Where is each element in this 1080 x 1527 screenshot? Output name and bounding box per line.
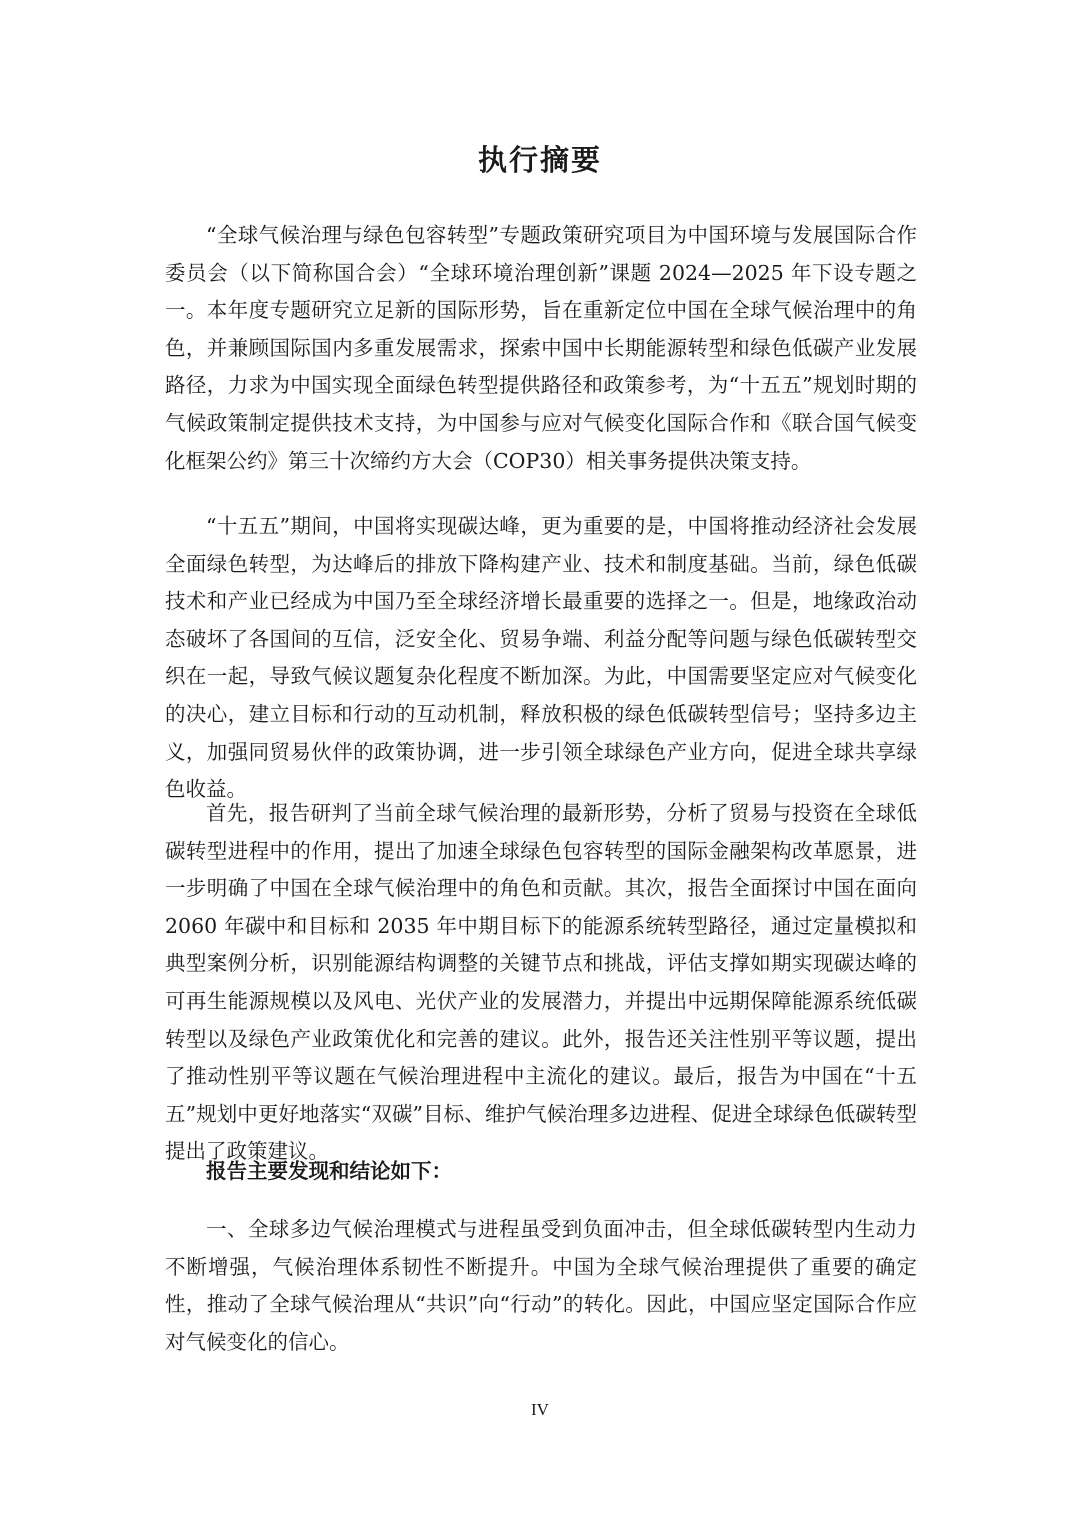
paragraph-report-overview: 首先，报告研判了当前全球气候治理的最新形势，分析了贸易与投资在全球低碳转型进程中的作用，提出了加速全球绿色包容转型的国际金融架构改革愿景，进一步明确了中国在全球气候治理中的角色和贡献。其次，报告全面探讨中国在面向 2060 年碳中和目标和 2035 年中期目标下的能源系统转型路径，通过定量模拟和典型案例分析，识别能源结构调整的关键节点和挑战，评估支撑如期实现碳达峰的可再生能源规模以及风电、光伏产业的发展潜力，并提出中远期保障能源系统低碳转型以及绿色产业政策优化和完善的建议。此外，报告还关注性别平等议题，提出了推动性别平等议题在气候治理进程中主流化的建议。最后，报告为中国在“十五五”规划中更好地落实“双碳”目标、维护气候治理多边进程、促进全球绿色低碳转型提出了政策建议。 — [165, 801, 917, 1164]
paragraph-introduction: “全球气候治理与绿色包容转型”专题政策研究项目为中国环境与发展国际合作委员会（以下简称国合会）“全球环境治理创新”课题 2024—2025 年下设专题之一。本年度专题研究立足新的国际形势，旨在重新定位中国在全球气候治理中的角色，并兼顾国际国内多重发展需求，探索中国中长期能源转型和绿色低碳产业发展路径，力求为中国实现全面绿色转型提供路径和政策参考，为“十五五”规划时期的气候政策制定提供技术支持，为中国参与应对气候变化国际合作和《联合国气候变化框架公约》第三十次缔约方大会（COP30）相关事务提供决策支持。 — [165, 223, 917, 473]
findings-heading: 报告主要发现和结论如下： — [206, 1159, 452, 1183]
finding-one: 一、全球多边气候治理模式与进程虽受到负面冲击，但全球低碳转型内生动力不断增强，气候治理体系韧性不断提升。中国为全球气候治理提供了重要的确定性，推动了全球气候治理从“共识”向“行动”的转化。因此，中国应坚定国际合作应对气候变化的信心。 — [165, 1217, 917, 1354]
page-title: 执行摘要 — [477, 143, 602, 177]
paragraph-fifteenth-five-year-plan: “十五五”期间，中国将实现碳达峰，更为重要的是，中国将推动经济社会发展全面绿色转型，为达峰后的排放下降构建产业、技术和制度基础。当前，绿色低碳技术和产业已经成为中国乃至全球经济增长最重要的选择之一。但是，地缘政治动态破坏了各国间的互信，泛安全化、贸易争端、利益分配等问题与绿色低碳转型交织在一起，导致气候议题复杂化程度不断加深。为此，中国需要坚定应对气候变化的决心，建立目标和行动的互动机制，释放积极的绿色低碳转型信号；坚持多边主义，加强同贸易伙伴的政策协调，进一步引领全球绿色产业方向，促进全球共享绿色收益。 — [165, 514, 917, 802]
page-number: IV — [531, 1400, 549, 1419]
